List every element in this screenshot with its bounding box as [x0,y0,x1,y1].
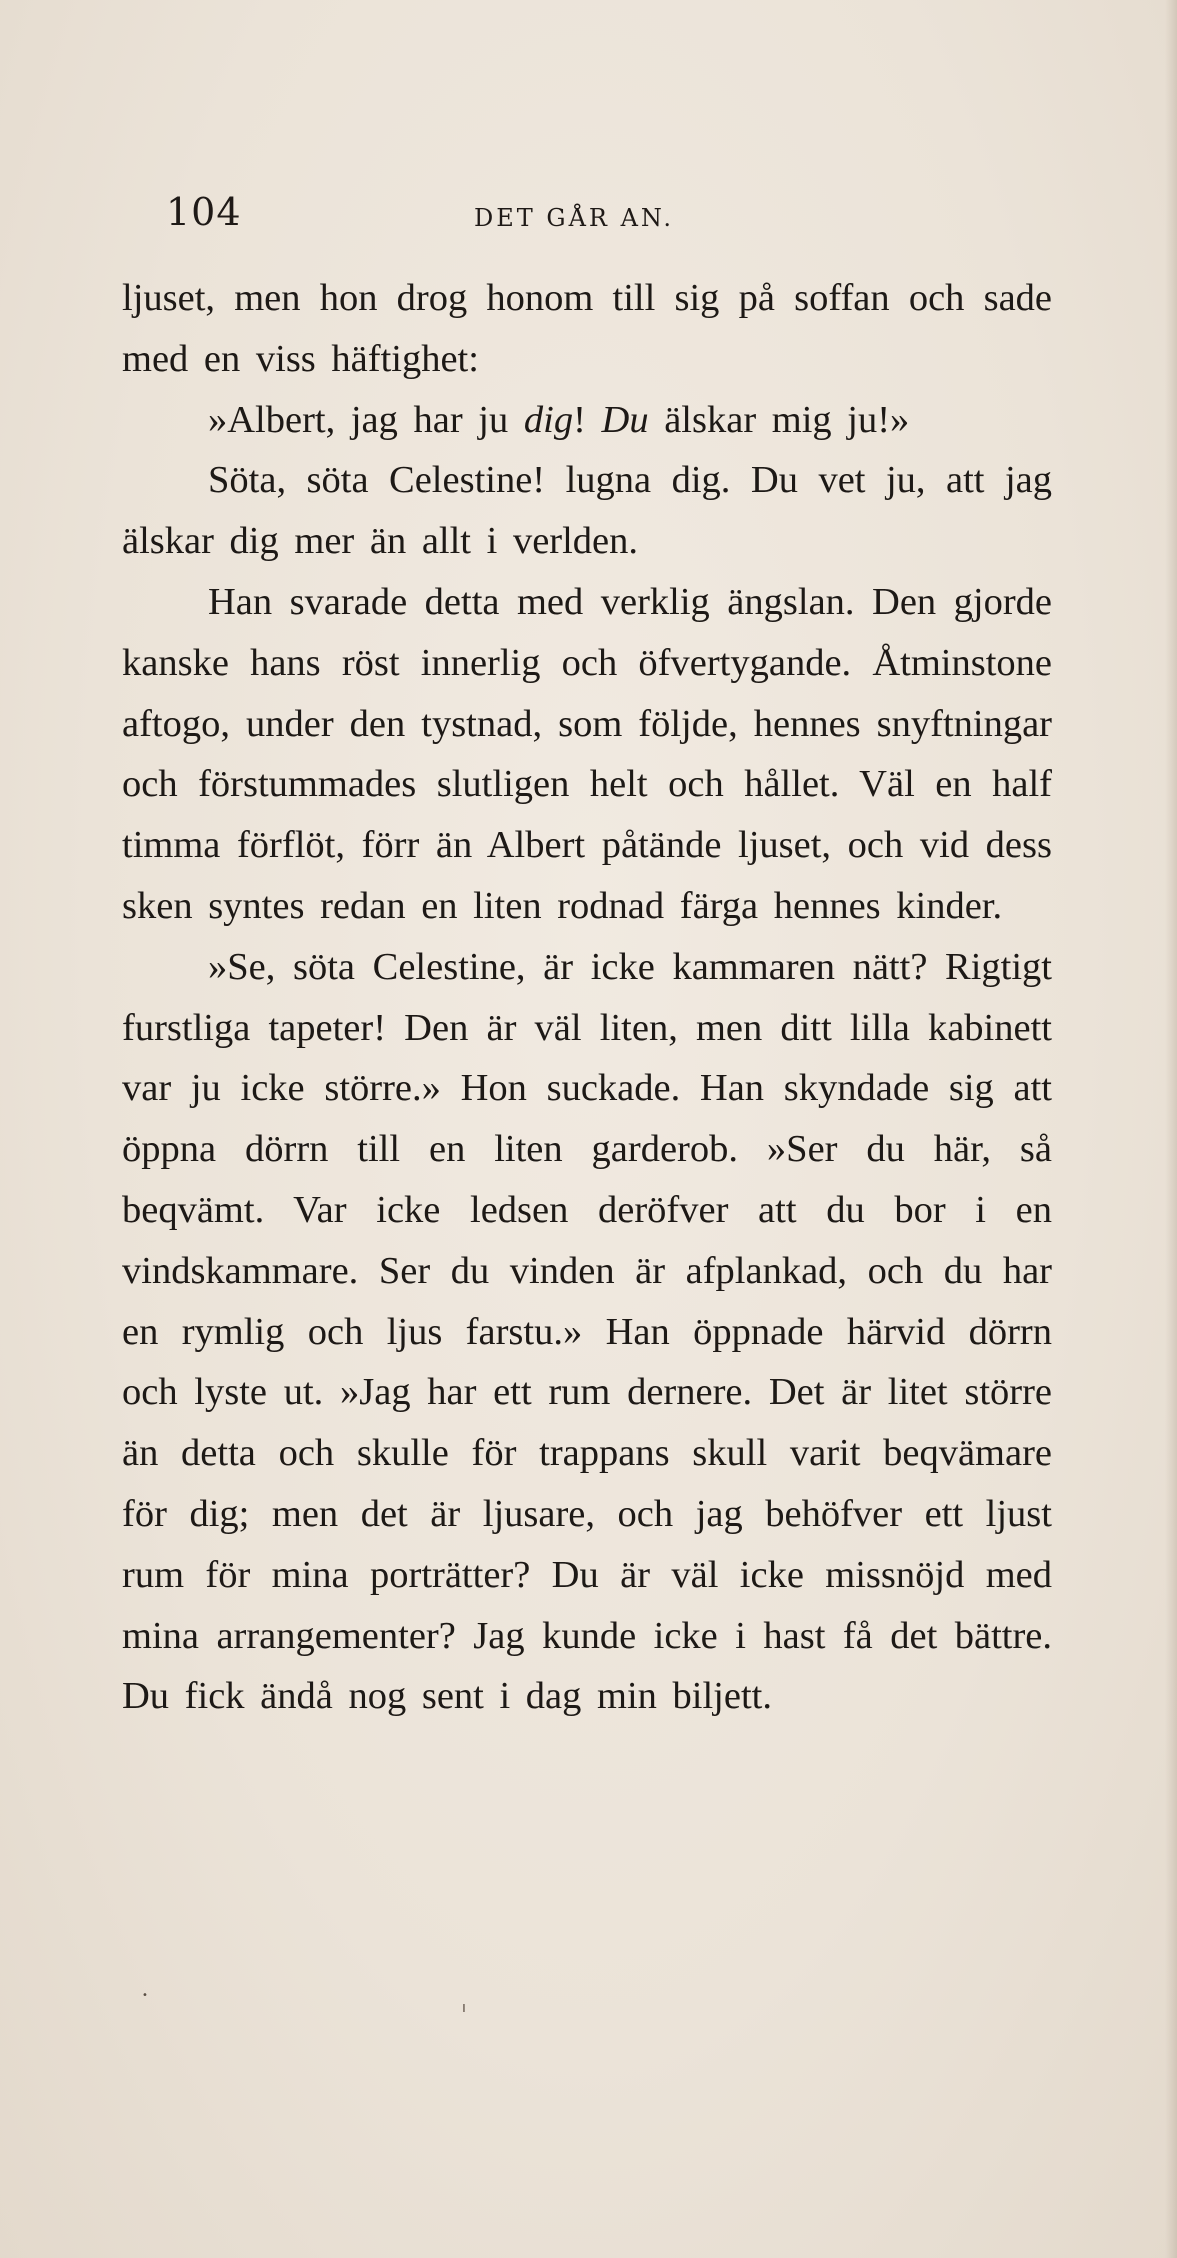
page-header [166,190,1056,240]
paragraph-1: ljuset, men hon drog honom till sig på soffan och sade med en viss häftighet: [122,277,1052,380]
paragraph-5: »Se, söta Celestine, är icke kammaren nätt? Rigtigt furstliga tapeter! Den är väl liten, men ditt lilla kabinett var ju icke större.» Hon suckade. Han skyndade sig att öppna dörrn till en liten garderob. »Ser du här, så beqvämt. Var icke ledsen deröfver att du bor i en vindskammare. Ser du vinden är afplankad, och du har en rymlig och ljus farstu.» Han öppnade härvid dörrn och lyste ut. »Jag har ett rum dernere. Det är litet större än detta och skulle för trappans skull varit beqvämare för dig; men det är ljusare, och jag behöfver ett ljust rum för mina porträtter? Du är väl icke missnöjd med mina arrangementer? Jag kunde icke i hast få det bättre. Du fick ändå nog sent i dag min biljett. [122,945,1052,1718]
body-text [122,268,1052,1727]
paragraph-2-part-3: älskar mig ju!» [648,398,910,441]
emphasis-du: Du [601,398,649,441]
ink-dot-mark: • [142,1990,148,2001]
paragraph-3: Söta, söta Celestine! lugna dig. Du vet ju, att jag älskar dig mer än allt i verlden. [122,459,1052,563]
paragraph-2-part-2: ! [573,398,602,441]
running-head: DET GÅR AN. [474,204,675,232]
ink-speck-mark: ı [462,2000,466,2016]
emphasis-dig: dig [523,398,574,441]
page-edge-shadow [1165,0,1177,2258]
paragraph-2 [122,390,1052,451]
paragraph-4: Han svarade detta med verklig ängslan. Den gjorde kanske hans röst innerlig och öfvertygande. Åtminstone aftogo, under den tystnad, som följde, hennes snyftningar och förstummades slutligen helt och hållet. Väl en half timma förflöt, förr än Albert påtände ljuset, och vid dess sken syntes redan en liten rodnad färga hennes kinder. [122,580,1052,927]
paragraph-2-part-1: »Albert, jag har ju [208,398,524,441]
page-number: 104 [166,190,242,234]
